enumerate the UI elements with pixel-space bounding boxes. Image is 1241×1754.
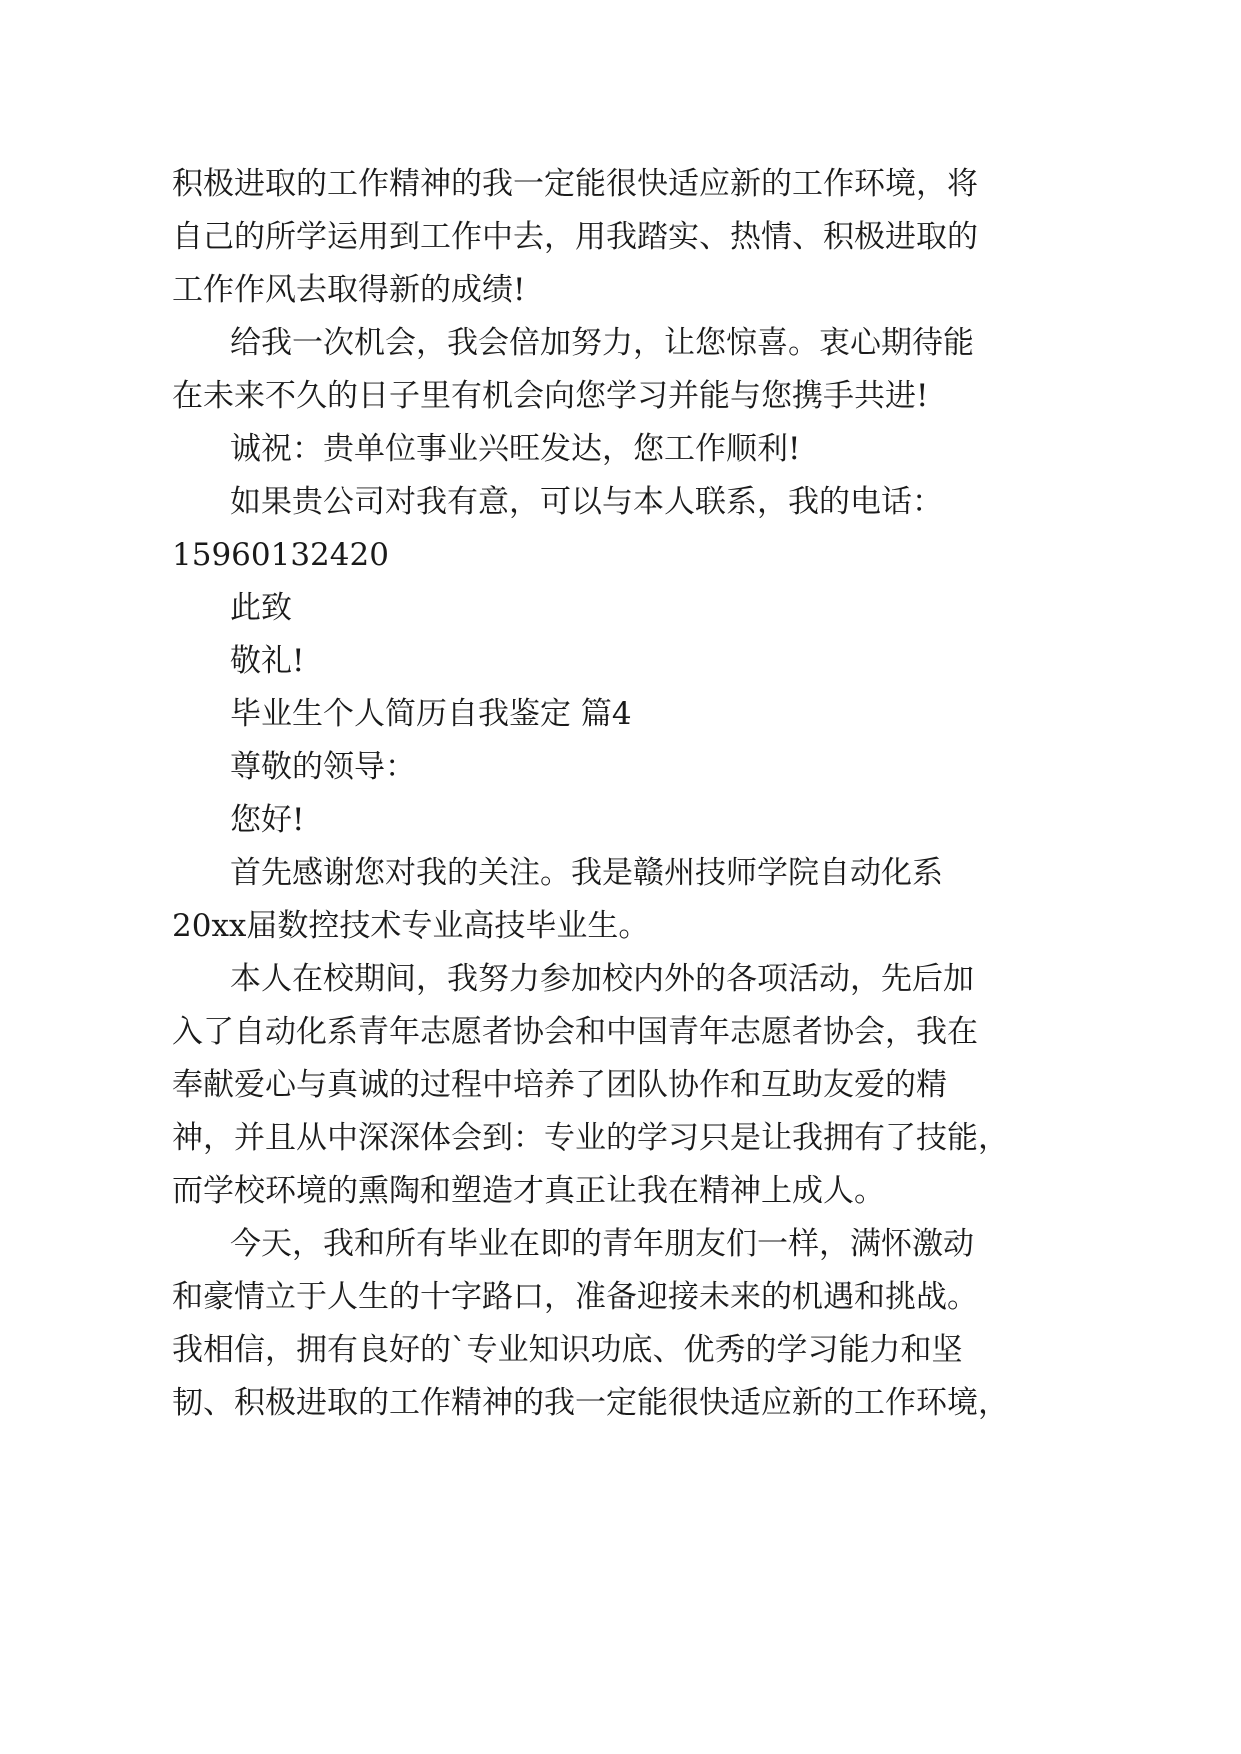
line-text: 工作作风去取得新的成绩! <box>172 272 526 308</box>
line-text: 入了自动化系青年志愿者协会和中国青年志愿者协会，我在 <box>172 1014 978 1050</box>
text-line <box>0 1268 1241 1326</box>
line-text: 今天，我和所有毕业在即的青年朋友们一样，满怀激动 <box>230 1226 974 1262</box>
text-line <box>0 526 1241 584</box>
text-line <box>0 314 1241 372</box>
line-text: 诚祝：贵单位事业兴旺发达，您工作顺利! <box>230 431 801 467</box>
text-line <box>0 1374 1241 1432</box>
line-text: 奉献爱心与真诚的过程中培养了团队协作和互助友爱的精 <box>172 1067 947 1103</box>
line-text: 首先感谢您对我的关注。我是赣州技师学院自动化系 <box>230 855 943 891</box>
text-line <box>0 1109 1241 1167</box>
text-line <box>0 155 1241 213</box>
line-text: 积极进取的工作精神的我一定能很快适应新的工作环境，将 <box>172 166 978 202</box>
text-line <box>0 1321 1241 1379</box>
line-text: 自己的所学运用到工作中去，用我踏实、热情、积极进取的 <box>172 219 978 255</box>
text-line <box>0 261 1241 319</box>
line-text: 毕业生个人简历自我鉴定 篇4 <box>230 696 632 732</box>
text-line <box>0 685 1241 743</box>
line-text: 您好! <box>230 802 305 838</box>
line-text: 神，并且从中深深体会到：专业的学习只是让我拥有了技能， <box>172 1120 1009 1156</box>
text-line <box>0 1215 1241 1273</box>
text-line <box>0 791 1241 849</box>
line-text: 本人在校期间，我努力参加校内外的各项活动，先后加 <box>230 961 974 997</box>
line-text: 15960132420 <box>172 537 389 573</box>
text-line <box>0 420 1241 478</box>
text-line <box>0 738 1241 796</box>
line-text: 此致 <box>230 590 292 626</box>
text-line <box>0 208 1241 266</box>
text-line <box>0 579 1241 637</box>
line-text: 而学校环境的熏陶和塑造才真正让我在精神上成人。 <box>172 1173 885 1209</box>
line-text: 韧、积极进取的工作精神的我一定能很快适应新的工作环境， <box>172 1385 1009 1421</box>
text-line <box>0 844 1241 902</box>
line-text: 如果贵公司对我有意，可以与本人联系，我的电话： <box>230 484 943 520</box>
line-text: 20xx届数控技术专业高技毕业生。 <box>172 908 650 944</box>
line-text: 给我一次机会，我会倍加努力，让您惊喜。衷心期待能 <box>230 325 974 361</box>
text-line <box>0 950 1241 1008</box>
line-text: 尊敬的领导： <box>230 749 416 785</box>
text-line <box>0 897 1241 955</box>
text-line <box>0 367 1241 425</box>
line-text: 和豪情立于人生的十字路口，准备迎接未来的机遇和挑战。 <box>172 1279 978 1315</box>
line-text: 在未来不久的日子里有机会向您学习并能与您携手共进! <box>172 378 929 414</box>
line-text: 敬礼! <box>230 643 305 679</box>
text-line <box>0 1003 1241 1061</box>
text-line <box>0 632 1241 690</box>
text-line <box>0 1162 1241 1220</box>
text-line <box>0 1056 1241 1114</box>
text-line <box>0 473 1241 531</box>
line-text: 我相信，拥有良好的`专业知识功底、优秀的学习能力和坚 <box>172 1332 963 1368</box>
